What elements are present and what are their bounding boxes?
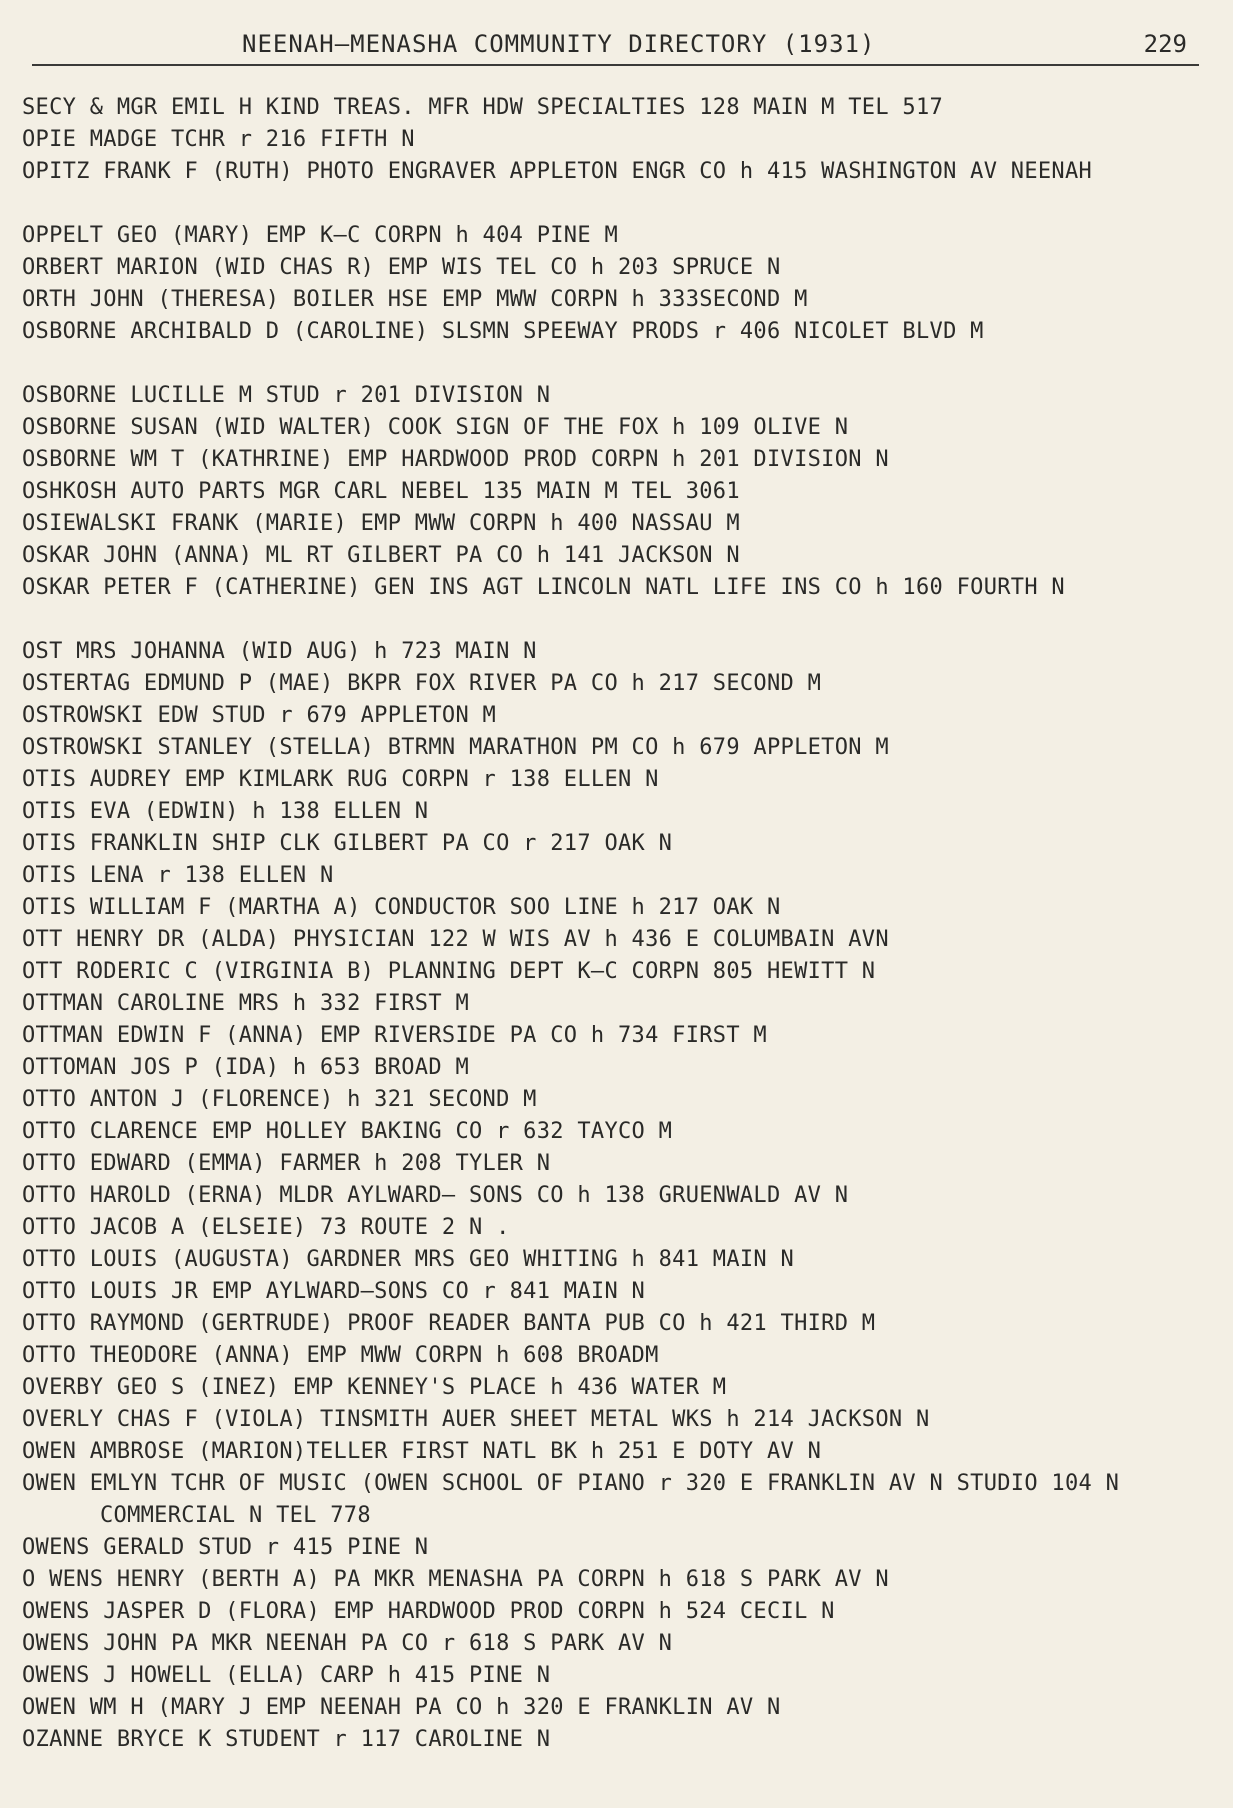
page-number: 229 <box>1143 30 1187 58</box>
directory-entry: OZANNE BRYCE K STUDENT r 117 CAROLINE N <box>22 1727 551 1752</box>
directory-entry: OTTO THEODORE (ANNA) EMP MWW CORPN h 608 BROADM <box>22 1343 659 1368</box>
directory-entry: OTIS LENA r 138 ELLEN N <box>22 863 334 888</box>
directory-entry: OTTO JACOB A (ELSEIE) 73 ROUTE 2 N . <box>22 1215 510 1240</box>
directory-entry: OPIE MADGE TCHR r 216 FIFTH N <box>22 127 415 152</box>
directory-entry: OSBORNE LUCILLE M STUD r 201 DIVISION N <box>22 383 551 408</box>
directory-entry: OVERBY GEO S (INEZ) EMP KENNEY'S PLACE h 436 WATER M <box>22 1375 727 1400</box>
directory-entry: OSTROWSKI EDW STUD r 679 APPLETON M <box>22 703 497 728</box>
directory-entry: OTTO LOUIS (AUGUSTA) GARDNER MRS GEO WHITING h 841 MAIN N <box>22 1247 795 1272</box>
directory-entry: OPITZ FRANK F (RUTH) PHOTO ENGRAVER APPLETON ENGR CO h 415 WASHINGTON AV NEENAH <box>22 159 1093 184</box>
directory-entry: OWEN EMLYN TCHR OF MUSIC (OWEN SCHOOL OF PIANO r 320 E FRANKLIN AV N STUDIO 104 N COMMERCIAL N TEL 778 <box>22 1471 1120 1528</box>
directory-entry: OTIS AUDREY EMP KIMLARK RUG CORPN r 138 ELLEN N <box>22 767 659 792</box>
page-header <box>32 22 1199 66</box>
directory-entry: O WENS HENRY (BERTH A) PA MKR MENASHA PA CORPN h 618 S PARK AV N <box>22 1567 889 1592</box>
directory-entry: OSBORNE WM T (KATHRINE) EMP HARDWOOD PROD CORPN h 201 DIVISION N <box>22 447 889 472</box>
directory-entry: OTTO CLARENCE EMP HOLLEY BAKING CO r 632 TAYCO M <box>22 1119 673 1144</box>
directory-entry: OTIS FRANKLIN SHIP CLK GILBERT PA CO r 217 OAK N <box>22 831 673 856</box>
directory-entry: OSBORNE ARCHIBALD D (CAROLINE) SLSMN SPEEWAY PRODS r 406 NICOLET BLVD M <box>22 319 984 344</box>
directory-entry: OTTO LOUIS JR EMP AYLWARD—SONS CO r 841 MAIN N <box>22 1279 646 1304</box>
directory-entry: OTTO EDWARD (EMMA) FARMER h 208 TYLER N <box>22 1151 551 1176</box>
directory-entry: OWENS GERALD STUD r 415 PINE N <box>22 1535 429 1560</box>
directory-entry: OTTO RAYMOND (GERTRUDE) PROOF READER BANTA PUB CO h 421 THIRD M <box>22 1311 876 1336</box>
directory-entry: OTTO HAROLD (ERNA) MLDR AYLWARD— SONS CO h 138 GRUENWALD AV N <box>22 1183 849 1208</box>
directory-entry: OSKAR JOHN (ANNA) ML RT GILBERT PA CO h 141 JACKSON N <box>22 543 740 568</box>
directory-entry: OSIEWALSKI FRANK (MARIE) EMP MWW CORPN h 400 NASSAU M <box>22 511 740 536</box>
directory-entry: OTTO ANTON J (FLORENCE) h 321 SECOND M <box>22 1087 537 1112</box>
directory-entry: OTT HENRY DR (ALDA) PHYSICIAN 122 W WIS AV h 436 E COLUMBAIN AVN <box>22 927 889 952</box>
directory-entry: ORBERT MARION (WID CHAS R) EMP WIS TEL CO h 203 SPRUCE N <box>22 255 781 280</box>
directory-entries <box>22 92 1213 1756</box>
directory-entry: OSBORNE SUSAN (WID WALTER) COOK SIGN OF THE FOX h 109 OLIVE N <box>22 415 849 440</box>
directory-entry: OWENS J HOWELL (ELLA) CARP h 415 PINE N <box>22 1663 551 1688</box>
directory-entry: OWENS JASPER D (FLORA) EMP HARDWOOD PROD CORPN h 524 CECIL N <box>22 1599 835 1624</box>
directory-entry: OWEN AMBROSE (MARION)TELLER FIRST NATL BK h 251 E DOTY AV N <box>22 1439 822 1464</box>
directory-entry: OTIS EVA (EDWIN) h 138 ELLEN N <box>22 799 429 824</box>
directory-entry: OSKAR PETER F (CATHERINE) GEN INS AGT LINCOLN NATL LIFE INS CO h 160 FOURTH N <box>22 575 1065 600</box>
directory-entry: OWEN WM H (MARY J EMP NEENAH PA CO h 320 E FRANKLIN AV N <box>22 1695 781 1720</box>
directory-entry: OTTMAN CAROLINE MRS h 332 FIRST M <box>22 991 469 1016</box>
directory-entry: OWENS JOHN PA MKR NEENAH PA CO r 618 S PARK AV N <box>22 1631 673 1656</box>
directory-entry: OVERLY CHAS F (VIOLA) TINSMITH AUER SHEET METAL WKS h 214 JACKSON N <box>22 1407 930 1432</box>
directory-entry: OSTROWSKI STANLEY (STELLA) BTRMN MARATHON PM CO h 679 APPLETON M <box>22 735 889 760</box>
directory-entry: OSTERTAG EDMUND P (MAE) BKPR FOX RIVER PA CO h 217 SECOND M <box>22 671 822 696</box>
directory-title: NEENAH—MENASHA COMMUNITY DIRECTORY (1931) <box>242 30 876 58</box>
directory-entry: OSHKOSH AUTO PARTS MGR CARL NEBEL 135 MAIN M TEL 3061 <box>22 479 740 504</box>
directory-entry: ORTH JOHN (THERESA) BOILER HSE EMP MWW CORPN h 333SECOND M <box>22 287 808 312</box>
directory-entry: OTTOMAN JOS P (IDA) h 653 BROAD M <box>22 1055 469 1080</box>
directory-entry: OTTMAN EDWIN F (ANNA) EMP RIVERSIDE PA CO h 734 FIRST M <box>22 1023 767 1048</box>
directory-entry: OTIS WILLIAM F (MARTHA A) CONDUCTOR SOO LINE h 217 OAK N <box>22 895 781 920</box>
directory-entry: OPPELT GEO (MARY) EMP K—C CORPN h 404 PINE M <box>22 223 618 248</box>
directory-entry: SECY & MGR EMIL H KIND TREAS. MFR HDW SPECIALTIES 128 MAIN M TEL 517 <box>22 95 944 120</box>
directory-entry: OST MRS JOHANNA (WID AUG) h 723 MAIN N <box>22 639 537 664</box>
directory-entry: OTT RODERIC C (VIRGINIA B) PLANNING DEPT K—C CORPN 805 HEWITT N <box>22 959 876 984</box>
